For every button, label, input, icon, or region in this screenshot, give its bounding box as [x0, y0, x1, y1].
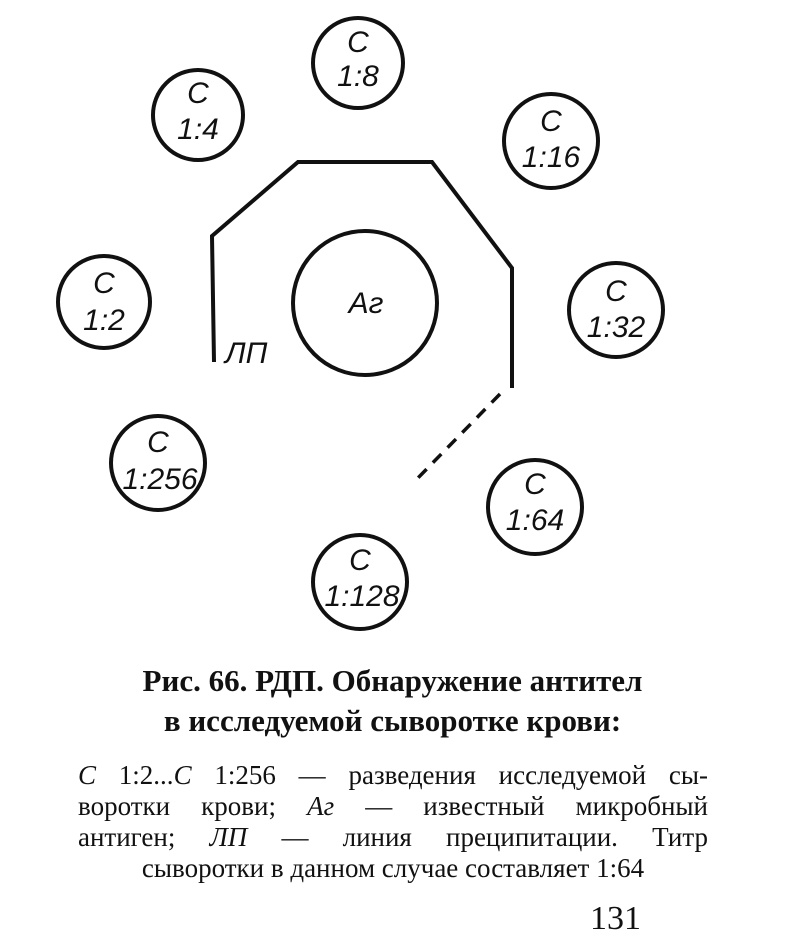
well-letter: С: [540, 105, 562, 138]
caption-line: [78, 760, 708, 791]
serum-well: [313, 18, 403, 108]
caption-line: [78, 853, 708, 884]
well-dilution: 1:16: [521, 141, 581, 174]
serum-well: [313, 535, 407, 629]
caption-line: [78, 791, 708, 822]
figure-title-line-1: Рис. 66. РДП. Обнаружение антител: [142, 663, 643, 698]
well-letter: С: [524, 468, 546, 501]
precipitation-line-dashed: [414, 394, 500, 482]
caption-line: [78, 822, 708, 853]
caption-text: сыворотки в данном случае составляет 1:64: [141, 853, 645, 883]
well-letter: С: [349, 544, 371, 577]
caption-text: антиген;: [78, 822, 210, 852]
caption-text: — известный микробный: [334, 791, 708, 821]
serum-well: [504, 94, 598, 188]
caption-term-c: С: [173, 760, 192, 790]
serum-well: [569, 263, 663, 357]
well-dilution: 1:2: [83, 304, 125, 337]
well-dilution: 1:8: [337, 60, 379, 93]
caption-text: 1:256 — разведения исследуемой сы-: [191, 760, 708, 790]
well-letter: С: [147, 426, 169, 459]
serum-well: [153, 70, 243, 160]
serum-well: [488, 460, 582, 554]
well-letter: С: [93, 267, 115, 300]
page-number: 131: [590, 900, 641, 937]
caption-term-ag: Аг: [307, 791, 335, 821]
well-letter: С: [605, 275, 627, 308]
caption-term-c: С: [78, 760, 97, 790]
caption-text: — линия преципитации. Титр: [247, 822, 708, 852]
antigen-label: Аг: [348, 287, 384, 320]
well-dilution: 1:32: [586, 311, 646, 344]
caption-text: воротки крови;: [78, 791, 308, 821]
well-dilution: 1:128: [324, 580, 400, 613]
antigen-well: [293, 231, 437, 375]
serum-well: [58, 256, 150, 348]
well-letter: С: [187, 77, 209, 110]
well-dilution: 1:256: [122, 463, 198, 496]
caption-term-lp: ЛП: [209, 822, 248, 852]
serum-well: [111, 416, 205, 510]
precipitation-line-label: ЛП: [225, 337, 268, 370]
well-letter: С: [347, 26, 369, 59]
figure-title-line-2: в исследуемой сыворотке крови:: [163, 703, 622, 738]
caption-text: 1:2...: [96, 760, 174, 790]
well-dilution: 1:64: [505, 504, 565, 537]
figure-caption: [78, 760, 708, 884]
well-dilution: 1:4: [177, 113, 219, 146]
